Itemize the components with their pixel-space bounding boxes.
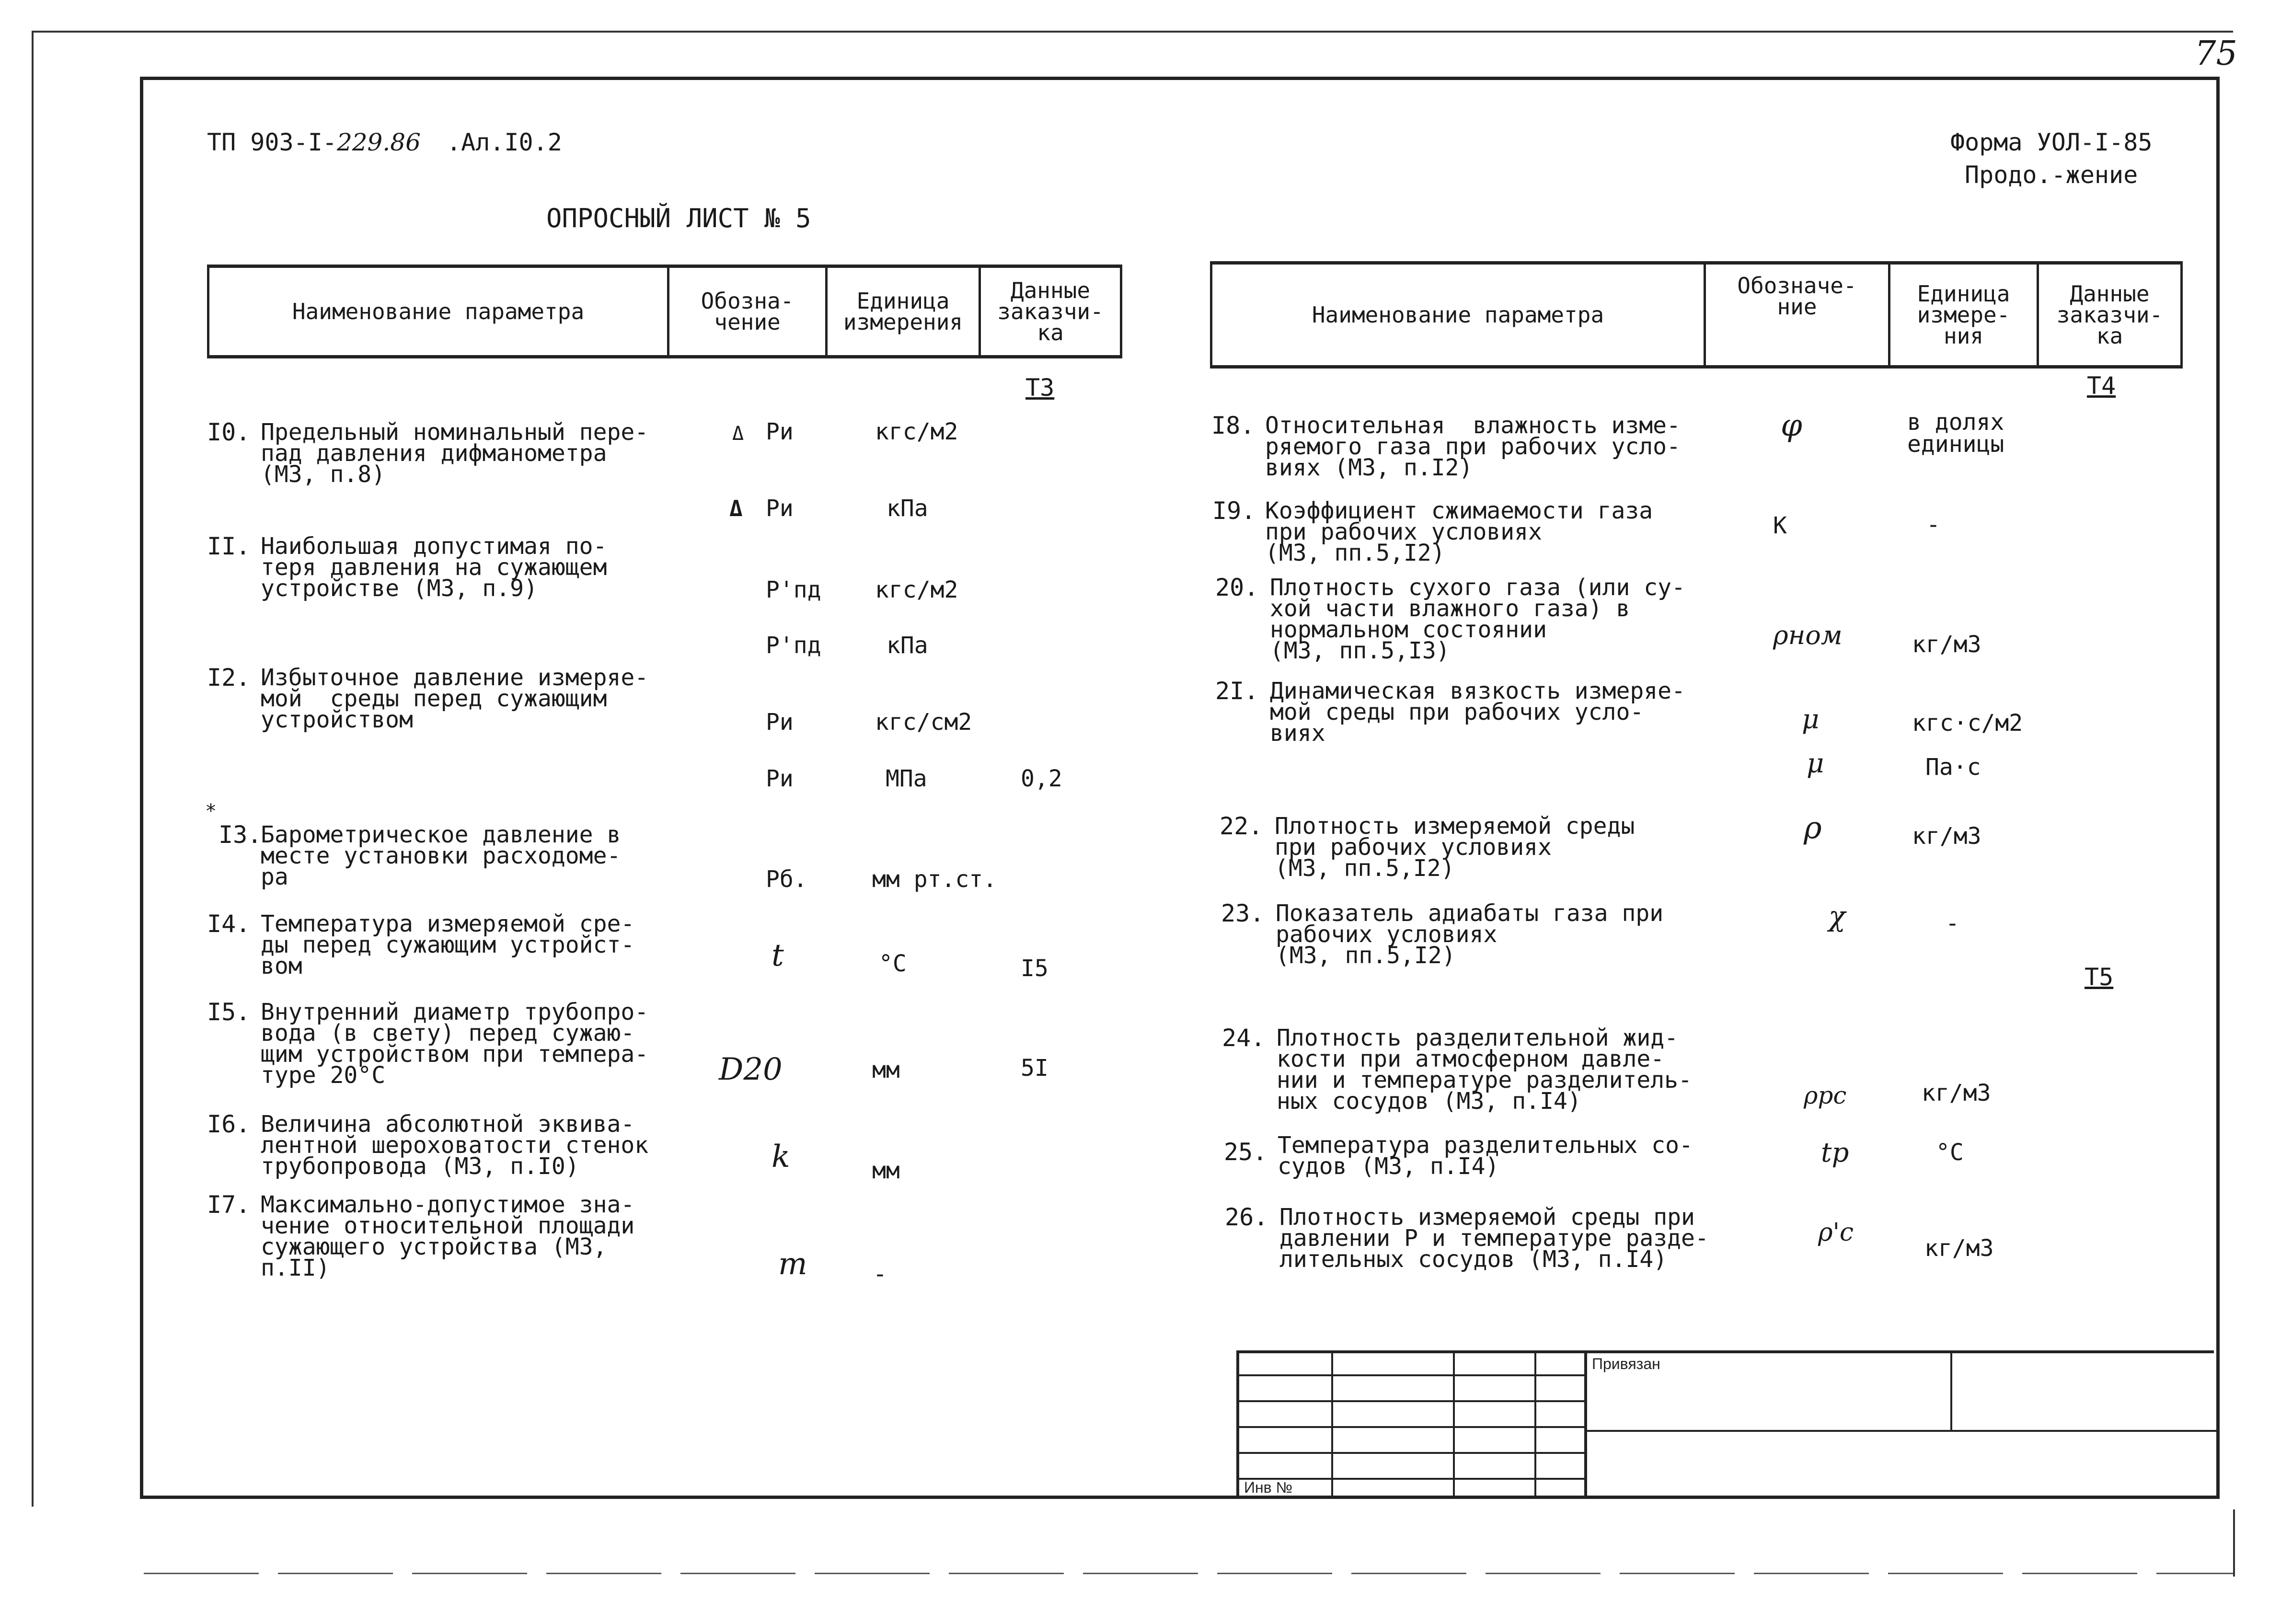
row-unit: кПа: [887, 495, 928, 522]
stamp-row-line: [1239, 1452, 1584, 1454]
stamp-divider: [1950, 1353, 1952, 1430]
row-number: 26.: [1225, 1203, 1268, 1231]
stamp-row-line: [1584, 1430, 2217, 1432]
section-mark-t5: Т5: [2085, 963, 2114, 991]
title-block: [1236, 1350, 2214, 1499]
doc-code-prefix: ТП 903-I-: [207, 128, 337, 156]
row-number: II.: [207, 532, 251, 560]
row-unit: мм: [872, 1157, 900, 1184]
row-unit: кПа: [887, 632, 928, 659]
row-symbol: ρ: [1804, 810, 1822, 846]
row-value: I5: [1021, 955, 1048, 982]
stamp-row-line: [1239, 1426, 1584, 1428]
row-number: I6.: [207, 1110, 251, 1138]
row-unit: Па·с: [1925, 754, 1981, 781]
doc-code: [207, 128, 562, 156]
row-symbol: μ: [1807, 748, 1824, 779]
stamp-divider: [1584, 1353, 1587, 1496]
row-param-name: Барометрическое давление в месте установки расходоме- ра: [261, 821, 621, 890]
row-param-name: Наибольшая допустимая по- теря давления на сужающем устройстве (МЗ, п.9): [261, 533, 607, 602]
row-param-name: Плотность сухого газа (или су- хой части влажного газа) в нормальном состоянии (МЗ, пп.5,I3): [1270, 574, 1685, 664]
row-param-name: Температура измеряемой сре- ды перед сужающим устройст- вом: [261, 910, 635, 979]
row-param-name: Динамическая вязкость измеряе- мой среды при рабочих усло- виях: [1270, 678, 1685, 747]
stamp-row-line: [1239, 1400, 1584, 1402]
delta-mark: Δ: [732, 423, 744, 445]
row-param-name: Плотность разделительной жид- кости при атмосферном давле- нии и температуре разделитель- ных сосудов (МЗ, п.I4): [1277, 1025, 1692, 1115]
row-unit: кгс/см2: [875, 709, 972, 736]
row-unit: °С: [879, 950, 907, 977]
row-unit: кгс/м2: [875, 418, 958, 445]
row-unit: °С: [1936, 1139, 1964, 1166]
row-unit: кг/м3: [1912, 823, 1981, 850]
row-number: 22.: [1220, 812, 1263, 840]
row-number: I7.: [207, 1191, 251, 1219]
row-param-name: Избыточное давление измеряе- мой среды перед сужающим устройством: [261, 664, 649, 733]
row-unit: в долях единицы: [1907, 409, 2004, 458]
row-symbol: ρрс: [1804, 1082, 1847, 1109]
row-param-name: Коэффициент сжимаемости газа при рабочих условиях (МЗ, пп.5,I2): [1265, 497, 1653, 566]
left-header-param-name: Наименование параметра: [207, 268, 667, 355]
right-edge-line: [2233, 1509, 2235, 1577]
row-number: I2.: [207, 664, 251, 691]
row-value: 5I: [1021, 1055, 1048, 1082]
left-header-unit: Единица измерения: [825, 268, 979, 355]
row-symbol: К: [1773, 512, 1787, 539]
asterisk-mark: *: [205, 800, 217, 822]
row-symbol: D20: [719, 1052, 783, 1087]
left-header-customer-data: Данные заказчи- ка: [979, 268, 1122, 355]
bottom-dash-line: [144, 1573, 2233, 1574]
right-table-header: [1210, 261, 2183, 369]
row-symbol: χ: [1829, 900, 1846, 933]
row-param-name: Величина абсолютной эквива- лентной шероховатости стенок трубопровода (МЗ, п.I0): [261, 1111, 649, 1180]
row-unit: МПа: [886, 765, 927, 792]
row-param-name: Внутренний диаметр трубопро- вода (в свету) перед сужаю- щим устройством при темпера- туре 20°С: [261, 999, 649, 1089]
row-param-name: Относительная влажность изме- ряемого газа при рабочих усло- виях (МЗ, п.I2): [1265, 412, 1681, 481]
delta-mark: Δ: [729, 495, 743, 521]
row-number: 25.: [1224, 1138, 1267, 1166]
right-header-symbol: Обозначе- ние: [1704, 265, 1888, 365]
row-value: 0,2: [1021, 765, 1062, 792]
row-unit: кг/м3: [1922, 1080, 1991, 1106]
row-param-name: Температура разделительных со- судов (МЗ, п.I4): [1278, 1132, 1693, 1180]
row-number: 20.: [1215, 574, 1259, 601]
left-table-header: [207, 265, 1122, 358]
row-param-name: Плотность измеряемой среды при рабочих условиях (МЗ, пп.5,I2): [1275, 813, 1635, 882]
row-symbol: Р'пд: [766, 576, 821, 603]
stamp-row-line: [1239, 1374, 1584, 1376]
form-code: Форма УОЛ-I-85: [1950, 128, 2153, 156]
row-number: I5.: [207, 998, 251, 1026]
row-unit: мм: [872, 1057, 900, 1083]
top-border-line: [34, 31, 2233, 33]
row-number: 2I.: [1215, 677, 1259, 705]
row-symbol: Ри: [766, 709, 794, 736]
doc-code-suffix: .Ал.I0.2: [447, 128, 562, 156]
row-unit: кг/м3: [1924, 1235, 1994, 1262]
row-symbol: Ри: [766, 418, 794, 445]
right-header-param-name: Наименование параметра: [1210, 265, 1704, 365]
row-param-name: Максимально-допустимое зна- чение относительной площади сужающего устройства (МЗ, п.II): [261, 1191, 635, 1281]
row-symbol: t: [772, 938, 784, 973]
row-param-name: Предельный номинальный пере- пад давления дифманометра (МЗ, п.8): [261, 419, 649, 488]
section-mark-t4: Т4: [2087, 372, 2116, 400]
row-symbol: Ри: [766, 495, 794, 522]
row-symbol: φ: [1781, 408, 1802, 443]
right-header-unit: Единица измере- ния: [1888, 265, 2037, 365]
page-number: 75: [2195, 34, 2238, 73]
row-unit: мм рт.ст.: [872, 866, 997, 893]
stamp-inv-label: Инв №: [1244, 1479, 1292, 1496]
section-mark-t3: Т3: [1025, 374, 1055, 402]
row-symbol: ρ'с: [1818, 1218, 1854, 1247]
row-param-name: Показатель адиабаты газа при рабочих условиях (МЗ, пп.5,I2): [1276, 900, 1664, 969]
row-number: I4.: [207, 910, 251, 938]
row-symbol: k: [772, 1139, 790, 1175]
row-number: I9.: [1212, 497, 1256, 525]
doc-code-handwritten: 229.86: [336, 128, 421, 156]
stamp-bound-label: Привязан: [1592, 1355, 1660, 1372]
right-header-customer-data: Данные заказчи- ка: [2037, 265, 2183, 365]
left-header-symbol: Обозна- чение: [667, 268, 825, 355]
row-number: I8.: [1211, 412, 1255, 439]
row-unit: -: [1946, 910, 1959, 937]
left-border-line: [32, 31, 34, 1507]
row-number: 24.: [1222, 1024, 1266, 1052]
row-symbol: Р'пд: [766, 632, 821, 659]
row-unit: кгс·с/м2: [1912, 710, 2023, 737]
row-unit: -: [1926, 511, 1940, 538]
row-number: I0.: [207, 418, 251, 446]
row-symbol: μ: [1802, 704, 1820, 735]
page-title: ОПРОСНЫЙ ЛИСТ № 5: [546, 203, 811, 233]
row-unit: -: [873, 1261, 887, 1288]
row-unit: кгс/м2: [875, 576, 958, 603]
row-param-name: Плотность измеряемой среды при давлении Р и температуре разде- лительных сосудов (МЗ, п.I4): [1279, 1204, 1709, 1273]
row-number: I3.: [219, 821, 262, 849]
row-symbol: Рб.: [766, 866, 807, 893]
row-symbol: tр: [1821, 1137, 1849, 1168]
row-symbol: m: [778, 1246, 807, 1282]
continuation-label: Продо.-жение: [1965, 161, 2138, 189]
row-unit: кг/м3: [1912, 631, 1981, 658]
row-number: 23.: [1221, 899, 1265, 927]
row-symbol: Ри: [766, 765, 794, 792]
row-symbol: ρном: [1773, 620, 1843, 650]
